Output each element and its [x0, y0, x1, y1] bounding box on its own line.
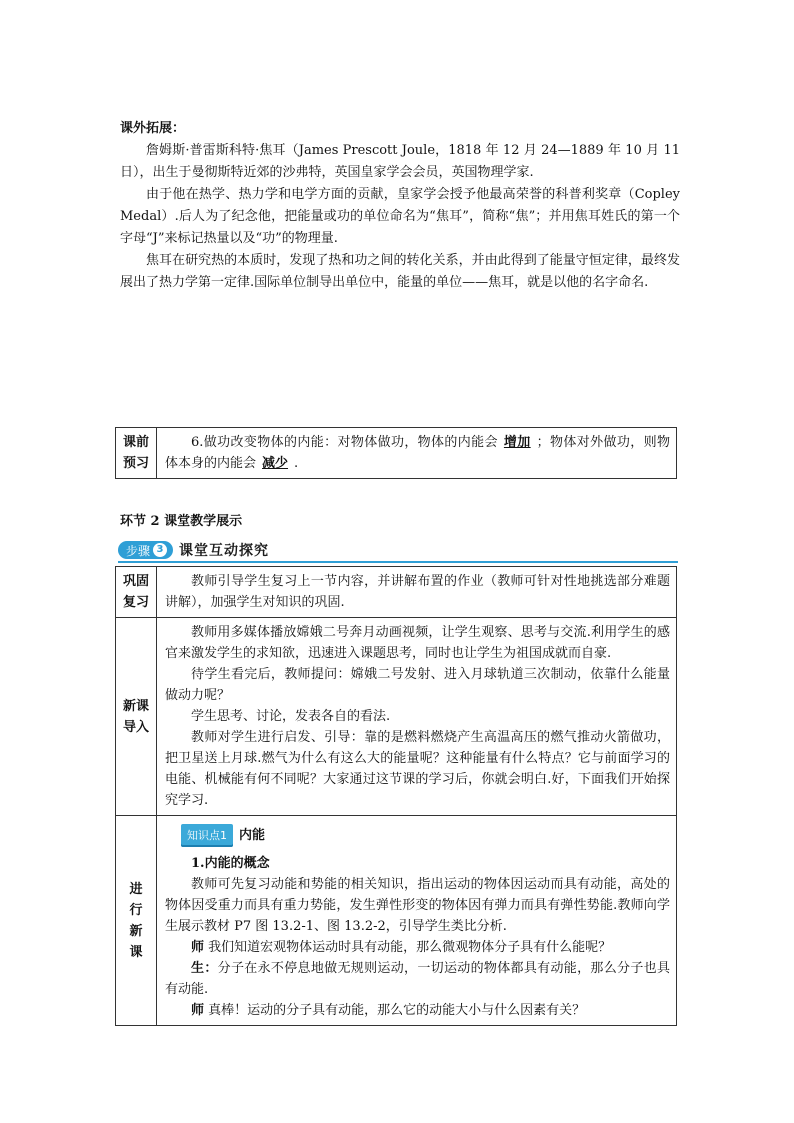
step-pill — [118, 541, 173, 559]
intro-content — [157, 618, 677, 816]
review-content — [157, 567, 677, 618]
step-title: 课堂互动探究 — [179, 543, 270, 559]
teacher-line — [165, 937, 670, 958]
teacher-line — [165, 1000, 670, 1021]
intro-row — [116, 618, 677, 816]
step-underline — [118, 561, 678, 563]
new-lesson-label-char: 新 — [129, 923, 143, 939]
intro-label-line: 新课 — [122, 698, 149, 714]
teacher-speaker: 师 — [191, 1003, 205, 1018]
intro-label — [116, 618, 157, 816]
student-text: 分子在永不停息地做无规则运动，一切运动的物体都具有动能，那么分子也具有动能. — [165, 961, 670, 997]
new-lesson-label-char: 进 — [129, 881, 143, 897]
new-lesson-row — [116, 816, 677, 1026]
extension-section — [120, 118, 680, 294]
teacher-speaker: 师 — [191, 940, 205, 955]
step-number: 3 — [153, 543, 167, 557]
review-label-line: 复习 — [122, 595, 149, 610]
knowledge-point-title: 内能 — [239, 828, 266, 843]
intro-paragraph: 教师用多媒体播放嫦娥二号奔月动画视频，让学生观察、思考与交流.利用学生的感官来激发学生的求知欲，迅速进入课题思考，同时也让学生为祖国成就而自豪. — [165, 625, 670, 661]
intro-paragraph: 学生思考、讨论，发表各自的看法. — [191, 709, 391, 724]
review-label-line: 巩固 — [122, 574, 149, 589]
new-lesson-label — [116, 816, 157, 1026]
answer-increase: 增加 — [503, 435, 531, 450]
preview-content — [157, 428, 677, 479]
section-title: 环节 2 课堂教学展示 — [120, 514, 243, 529]
preview-label-line: 课前 — [122, 435, 149, 450]
step-banner — [118, 540, 269, 560]
new-lesson-label-char: 行 — [129, 902, 143, 918]
sub-heading: 1.内能的概念 — [191, 856, 270, 871]
lesson-table — [115, 566, 677, 1026]
preview-text: ；物体对外做功，则物体本身的内能会 — [165, 435, 670, 471]
intro-paragraph: 教师对学生进行启发、引导：靠的是燃料燃烧产生高温高压的燃气推动火箭做功，把卫星送上月球.燃气为什么有这么大的能量呢？这种能量有什么特点？它与前面学习的电能、机械能有何不同呢？大家通过这节课的学习后，你就会明白.好，下面我们开始探究学习. — [165, 730, 670, 808]
student-line — [165, 958, 670, 1000]
preview-text: . — [294, 456, 299, 471]
extension-paragraph: 由于他在热学、热力学和电学方面的贡献，皇家学会授予他最高荣誉的科普利奖章（Copley Medal）.后人为了纪念他，把能量或功的单位命名为“焦耳”，简称“焦”；并用焦耳姓氏的第一个字母“J”来标记热量以及“功”的物理量. — [120, 187, 680, 246]
review-label — [116, 567, 157, 618]
extension-paragraph: 焦耳在研究热的本质时，发现了热和功之间的转化关系，并由此得到了能量守恒定律，最终发展出了热力学第一定律.国际单位制导出单位中，能量的单位——焦耳，就是以他的名字命名. — [120, 253, 680, 290]
answer-decrease: 减少 — [262, 456, 289, 471]
teacher-text: 我们知道宏观物体运动时具有动能，那么微观物体分子具有什么能呢？ — [208, 940, 612, 955]
extension-paragraph: 詹姆斯·普雷斯科特·焦耳（James Prescott Joule，1818 年 12 月 24—1889 年 10 月 11 日），出生于曼彻斯特近郊的沙弗特，英国皇家学会会员，英国物理学家. — [120, 143, 680, 180]
preview-row — [116, 428, 677, 479]
knowledge-point-header — [181, 824, 670, 847]
new-lesson-paragraph: 教师可先复习动能和势能的相关知识，指出运动的物体因运动而具有动能，高处的物体因受重力而具有重力势能，发生弹性形变的物体因有弹力而具有弹性势能.教师向学生展示教材 P7 图 13.2-1、图 13.2-2，引导学生类比分析. — [165, 877, 670, 934]
extension-heading: 课外拓展： — [120, 121, 186, 136]
review-paragraph: 教师引导学生复习上一节内容，并讲解布置的作业（教师可针对性地挑选部分难题讲解），加强学生对知识的巩固. — [165, 574, 670, 610]
review-row — [116, 567, 677, 618]
teacher-text: 真棒！运动的分子具有动能，那么它的动能大小与什么因素有关？ — [208, 1003, 586, 1018]
preview-table — [115, 427, 677, 479]
knowledge-point-badge: 知识点1 — [181, 824, 233, 847]
intro-label-line: 导入 — [122, 719, 149, 735]
preview-label-line: 预习 — [122, 456, 149, 471]
step-pill-label: 步骤 — [126, 543, 151, 558]
preview-label — [116, 428, 157, 479]
student-speaker: 生： — [191, 961, 218, 976]
new-lesson-content — [157, 816, 677, 1026]
intro-paragraph: 待学生看完后，教师提问：嫦娥二号发射、进入月球轨道三次制动，依靠什么能量做动力呢？ — [165, 667, 670, 703]
preview-text: 6.做功改变物体的内能：对物体做功，物体的内能会 — [191, 435, 498, 450]
new-lesson-label-char: 课 — [129, 944, 143, 960]
